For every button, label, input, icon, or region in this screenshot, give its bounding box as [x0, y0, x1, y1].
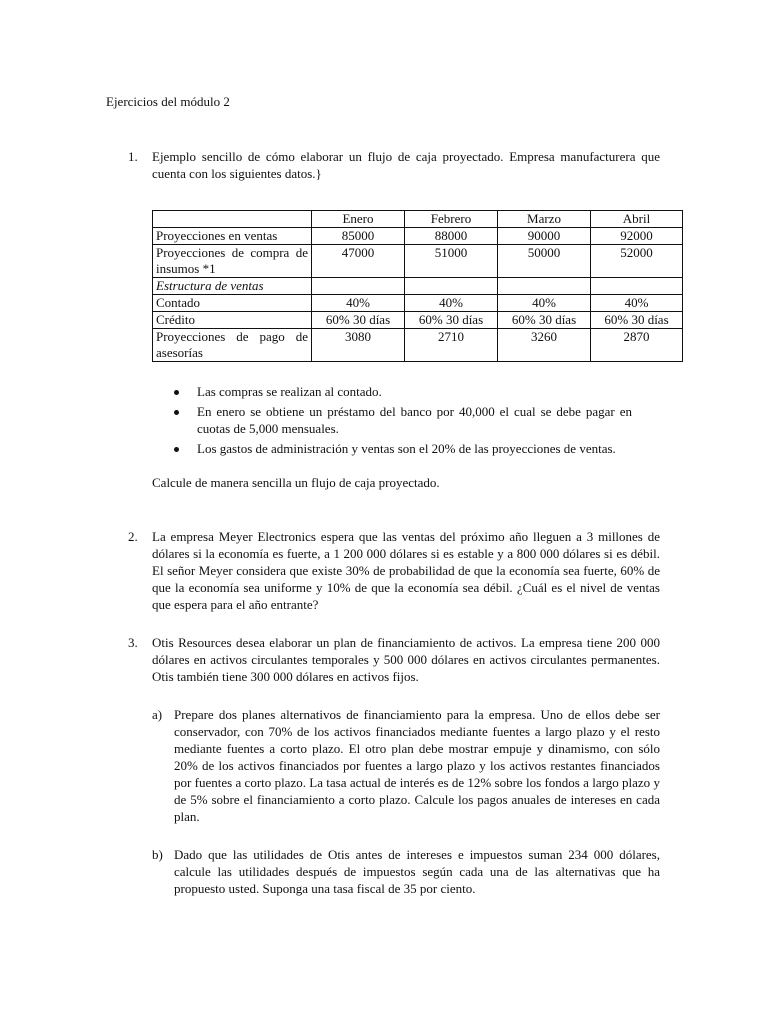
table-row [153, 245, 683, 278]
table-row-label: Proyecciones en ventas [153, 228, 312, 245]
table-cell: 60% 30 días [312, 312, 405, 329]
exercise-3-text: Otis Resources desea elaborar un plan de financiamiento de activos. La empresa tiene 200 000 dólares en activos circulantes temporales y 500 000 dólares en activos circulantes permanentes. Otis también tiene 300 000 dólares en activos fijos. [152, 635, 660, 684]
exercise-3b-text: Dado que las utilidades de Otis antes de intereses e impuestos suman 234 000 dólares, calcule las utilidades después de impuestos según cada una de las alternativas que ha propuesto usted. Suponga una tasa fiscal de 35 por ciento. [174, 847, 660, 896]
table-header-cell: Enero [312, 211, 405, 228]
list-item-text: Los gastos de administración y ventas son el 20% de las proyecciones de ventas. [197, 441, 616, 456]
bullet-icon [174, 410, 179, 415]
table-cell: 3080 [312, 329, 405, 362]
table-cell: 47000 [312, 245, 405, 278]
table-cell: 88000 [405, 228, 498, 245]
exercise-2-number: 2. [128, 529, 138, 544]
table-cell [312, 278, 405, 295]
table-cell: 52000 [591, 245, 683, 278]
table-header-cell [153, 211, 312, 228]
exercise-3b-label: b) [152, 847, 163, 862]
bullet-icon [174, 447, 179, 452]
list-item-text: Las compras se realizan al contado. [197, 384, 382, 399]
table-row [153, 278, 683, 295]
table-cell: 40% [591, 295, 683, 312]
table-row-label: Proyecciones de compra de insumos *1 [153, 245, 312, 278]
table-cell: 60% 30 días [405, 312, 498, 329]
table-cell: 40% [405, 295, 498, 312]
table-cell [498, 278, 591, 295]
table-header-cell: Marzo [498, 211, 591, 228]
table-row-label: Proyecciones de pago de asesorías [153, 329, 312, 362]
table-cell: 92000 [591, 228, 683, 245]
exercise-1-intro: Ejemplo sencillo de cómo elaborar un flujo de caja proyectado. Empresa manufacturera que cuenta con los siguientes datos.} [152, 149, 660, 181]
table-row-label: Contado [153, 295, 312, 312]
table-cell: 2710 [405, 329, 498, 362]
table-row [153, 329, 683, 362]
exercise-3a-text: Prepare dos planes alternativos de financiamiento para la empresa. Uno de ellos debe ser conservador, con 70% de los activos financiados mediante fuentes a largo plazo y el resto mediante fuentes a corto plazo. El otro plan debe mostrar empuje y dinamismo, con sólo 20% de los activos financiados por fuentes a largo plazo y los activos restantes financiados por fuentes a corto plazo. La tasa actual de interés es de 12% sobre los fondos a largo plazo y de 5% sobre el financiamiento a corto plazo. Calcule los pagos anuales de intereses en cada plan. [174, 707, 660, 824]
table-cell: 60% 30 días [591, 312, 683, 329]
exercise-1-bullet-list [152, 383, 632, 460]
table-cell: 2870 [591, 329, 683, 362]
table-cell: 51000 [405, 245, 498, 278]
table-row [153, 228, 683, 245]
table-header-row [153, 211, 683, 228]
table-row-label: Crédito [153, 312, 312, 329]
exercise-3a-label: a) [152, 707, 163, 722]
table-cell: 50000 [498, 245, 591, 278]
list-item [152, 383, 632, 400]
table-header-cell: Abril [591, 211, 683, 228]
table-row [153, 295, 683, 312]
table-cell [405, 278, 498, 295]
table-row-label: Estructura de ventas [153, 278, 312, 295]
list-item-text: En enero se obtiene un préstamo del banco por 40,000 el cual se debe pagar en cuotas de 5,000 mensuales. [197, 404, 632, 436]
bullet-icon [174, 390, 179, 395]
table-cell: 40% [498, 295, 591, 312]
list-item [152, 403, 632, 437]
sales-projection-table [152, 210, 683, 362]
exercise-2-text: La empresa Meyer Electronics espera que las ventas del próximo año lleguen a 3 millones de dólares si la economía es fuerte, a 1 200 000 dólares si es estable y a 800 000 dólares si es débil. El señor Meyer considera que existe 30% de probabilidad de que la economía sea fuerte, 60% de que la economía sea uniforme y 10% de que la economía sea débil. ¿Cuál es el nivel de ventas que espera para el año entrante? [152, 529, 660, 612]
table-cell: 85000 [312, 228, 405, 245]
page-title: Ejercicios del módulo 2 [106, 94, 230, 109]
table-cell: 3260 [498, 329, 591, 362]
exercise-1-closing: Calcule de manera sencilla un flujo de caja proyectado. [152, 475, 440, 490]
exercise-3-number: 3. [128, 635, 138, 650]
list-item [152, 440, 632, 457]
exercise-1-number: 1. [128, 149, 138, 164]
table-cell [591, 278, 683, 295]
table-cell: 40% [312, 295, 405, 312]
table-cell: 90000 [498, 228, 591, 245]
table-header-cell: Febrero [405, 211, 498, 228]
table-row [153, 312, 683, 329]
table-cell: 60% 30 días [498, 312, 591, 329]
